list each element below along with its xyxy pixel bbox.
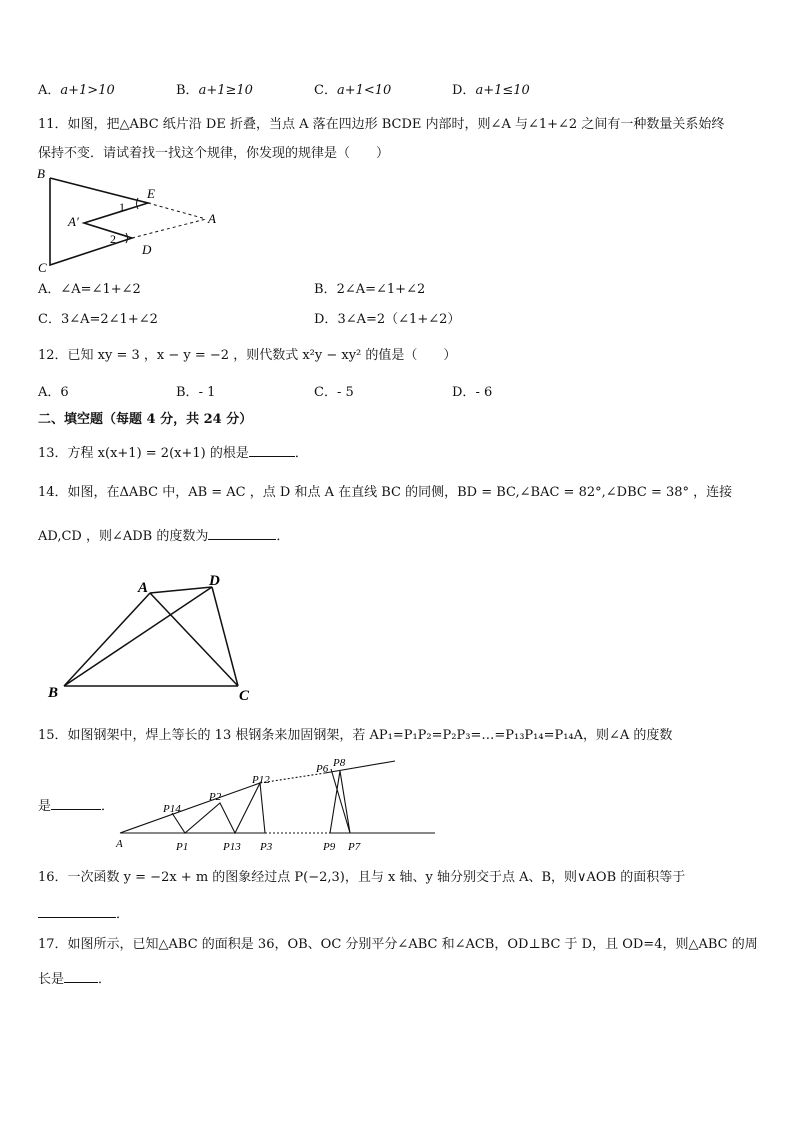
- label-p7: P7: [348, 841, 361, 853]
- q17-text: 长是: [38, 972, 65, 987]
- label-d: D: [209, 573, 220, 589]
- q13-end: ．: [294, 446, 308, 461]
- option-letter: B．: [314, 282, 337, 297]
- angle-2-arc: [126, 233, 128, 243]
- q14-figure: [42, 570, 262, 706]
- label-b: B: [37, 166, 45, 181]
- label-e: E: [147, 186, 155, 201]
- label-p3: P3: [260, 841, 273, 853]
- q10-option-c: [314, 82, 391, 100]
- q15-answer-blank[interactable]: [51, 795, 101, 810]
- label-angle-1: 1: [119, 200, 125, 214]
- dashed-edge-da: [132, 219, 206, 238]
- label-a: A: [208, 211, 216, 226]
- option-letter: B．: [176, 83, 199, 98]
- label-a: A: [138, 580, 149, 596]
- segment-bd: [64, 587, 212, 686]
- option-text: a+1>10: [60, 83, 115, 98]
- q11-option-c: [38, 311, 158, 329]
- q13-text: 13．方程 x(x+1) = 2(x+1) 的根是: [38, 446, 249, 461]
- q11-figure: [34, 166, 224, 276]
- q11-option-a: [38, 281, 141, 299]
- option-letter: C．: [314, 83, 337, 98]
- q17-end: ．: [98, 972, 112, 987]
- label-c: C: [239, 688, 250, 704]
- option-text: a+1≤10: [475, 83, 530, 98]
- option-letter: A．: [38, 282, 61, 297]
- option-letter: B．: [176, 385, 199, 400]
- q16-line1: 16．一次函数 y = −2x + m 的图象经过点 P(−2,3)，且与 x 轴、y 轴分别交于点 A、B，则∨AOB 的面积等于: [38, 870, 686, 885]
- q13-answer-blank[interactable]: [249, 442, 295, 457]
- label-p9: P9: [323, 841, 336, 853]
- q14-end: ．: [276, 529, 290, 544]
- q16-answer-blank[interactable]: [38, 903, 116, 918]
- q11-option-d: [314, 311, 460, 329]
- option-letter: C．: [314, 385, 337, 400]
- q10-option-b: [176, 82, 253, 100]
- q12-option-b: [176, 384, 215, 402]
- q16-line2: [38, 903, 129, 924]
- option-text: 6: [60, 385, 69, 400]
- label-p8: P8: [333, 757, 346, 769]
- q13-line: [38, 442, 308, 463]
- q14-text: AD,CD ，则∠ADB 的度数为: [38, 529, 209, 544]
- q10-option-d: [452, 82, 530, 100]
- q14-line1: 14．如图，在ΔABC 中，AB = AC ，点 D 和点 A 在直线 BC 的同侧，BD = BC,∠BAC = 82°,∠DBC = 38° ，连接: [38, 485, 733, 500]
- option-letter: A．: [38, 83, 61, 98]
- q12-option-c: [314, 384, 354, 402]
- dashed-edge-ea: [148, 203, 206, 219]
- label-p13: P13: [223, 841, 241, 853]
- q11-line1: 11．如图，把△ABC 纸片沿 DE 折叠，当点 A 落在四边形 BCDE 内部时，则∠A 与∠1+∠2 之间有一种数量关系始终: [38, 117, 725, 132]
- q15-line2: [38, 795, 114, 816]
- q12-option-a: [38, 384, 69, 402]
- q12-option-d: [452, 384, 492, 402]
- q17-line2: [38, 968, 111, 989]
- q16-end: ．: [116, 907, 130, 922]
- label-p14: P14: [163, 803, 181, 815]
- q15-figure: [110, 752, 440, 860]
- label-p2: P2: [209, 791, 222, 803]
- section-heading: 二、填空题（每题 4 分，共 24 分）: [38, 412, 253, 427]
- q14-line2: [38, 525, 289, 546]
- option-text: - 6: [475, 385, 493, 400]
- q15-end: ．: [101, 799, 115, 814]
- option-text: 2∠A=∠1+∠2: [336, 282, 426, 297]
- q10-option-a: [38, 82, 115, 100]
- label-a: A: [116, 838, 123, 850]
- option-text: - 1: [198, 385, 216, 400]
- label-p6: P6: [316, 763, 329, 775]
- segment-ad: [150, 587, 212, 593]
- label-angle-2: 2: [110, 232, 116, 246]
- option-letter: D．: [314, 312, 338, 327]
- brace-zigzag-right: [330, 769, 350, 833]
- label-p1: P1: [176, 841, 189, 853]
- option-text: a+1≥10: [198, 83, 253, 98]
- option-letter: C．: [38, 312, 61, 327]
- label-d: D: [142, 242, 152, 257]
- q17-line1: 17．如图所示，已知△ABC 的面积是 36，OB、OC 分别平分∠ABC 和∠ACB，OD⊥BC 于 D，且 OD=4，则△ABC 的周: [38, 937, 758, 952]
- option-letter: D．: [452, 385, 476, 400]
- folded-triangle: [50, 178, 148, 265]
- segment-ac: [150, 593, 238, 686]
- option-letter: A．: [38, 385, 61, 400]
- option-text: 3∠A=2（∠1+∠2）: [337, 312, 461, 327]
- label-c: C: [38, 260, 47, 275]
- q11-option-b: [314, 281, 425, 299]
- q15-line1: 15．如图钢架中，焊上等长的 13 根钢条来加固钢架，若 AP₁=P₁P₂=P₂P₃=…=P₁₃P₁₄=P₁₄A，则∠A 的度数: [38, 728, 673, 743]
- q12-text: 12．已知 xy = 3 ，x − y = −2 ，则代数式 x²y − xy² 的值是（ ）: [38, 348, 457, 363]
- q17-answer-blank[interactable]: [64, 968, 98, 983]
- option-text: - 5: [336, 385, 354, 400]
- label-p12: P12: [252, 774, 270, 786]
- option-letter: D．: [452, 83, 476, 98]
- q15-text: 是: [38, 799, 52, 814]
- segment-dc: [212, 587, 238, 686]
- option-text: 3∠A=2∠1+∠2: [60, 312, 158, 327]
- option-text: ∠A=∠1+∠2: [60, 282, 141, 297]
- label-b: B: [48, 685, 59, 701]
- q14-answer-blank[interactable]: [208, 525, 276, 540]
- label-a-prime: A′: [68, 214, 79, 229]
- q11-line2: 保持不变．请试着找一找这个规律，你发现的规律是（ ）: [38, 146, 390, 161]
- segment-ba: [64, 593, 150, 686]
- option-text: a+1<10: [336, 83, 392, 98]
